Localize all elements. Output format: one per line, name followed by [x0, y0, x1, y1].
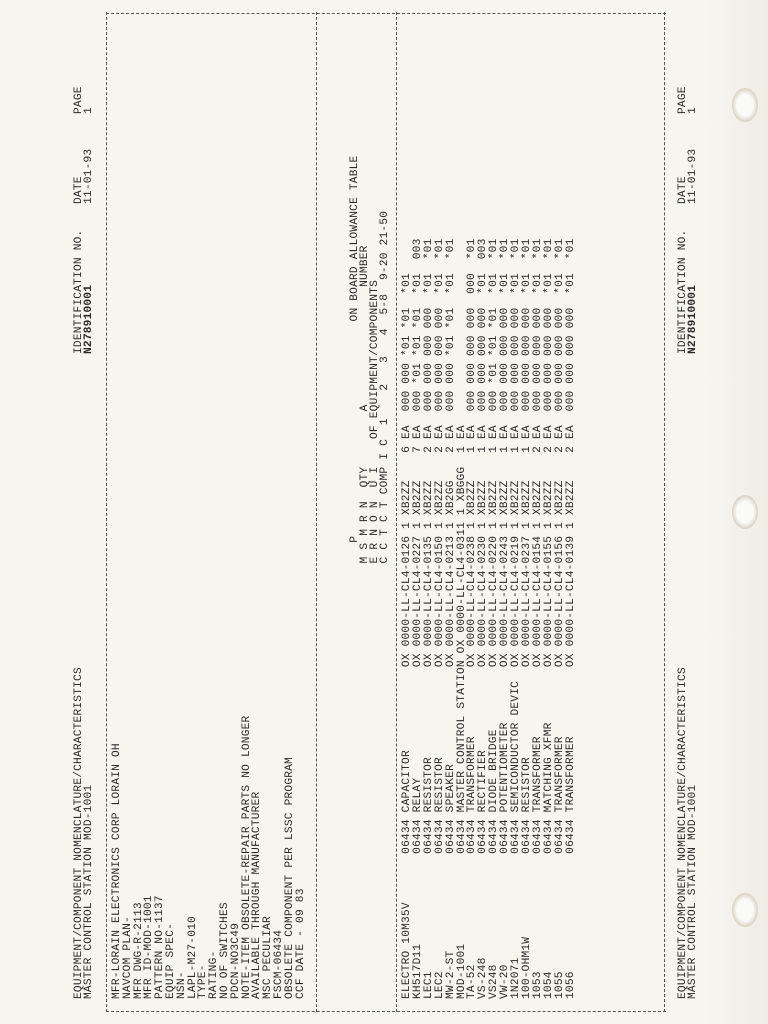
characteristic-line: AVAILABLE THROUGH MANUFACTURER	[251, 791, 264, 999]
table-row: KH517D11 06434 RELAY OX 0000-LL-CL4-0227 1 XB2ZZ 7 EA 000 *01 *01 *01 *01 003	[411, 238, 424, 999]
characteristic-line: NSN-	[175, 971, 188, 999]
characteristic-line: MFR DWG-R-2113	[132, 902, 145, 999]
characteristic-line: TYPE-	[197, 964, 210, 999]
divider-top	[106, 12, 107, 1012]
table-row: 1053 06434 TRANSFORMER OX 0000-LL-CL4-0154 1 XB2ZZ 2 EA 000 000 000 000 *01 *01	[531, 238, 544, 999]
characteristic-line: MFR-LORAIN ELECTRONICS CORP LORAIN OH	[111, 743, 123, 999]
header-page-label: PAGE	[73, 86, 85, 114]
table-header-line-2: M S M R N QTY A NUMBER	[359, 245, 371, 999]
header-page-value: 1	[83, 107, 95, 114]
table-row: 100-OHM1W 06434 RESISTOR OX 0000-LL-CL4-0237 1 XB2ZZ 1 EA 000 000 000 000 *01 *01	[520, 238, 533, 999]
divider-middle	[316, 12, 317, 1012]
characteristic-line: PDCN-NO3C49	[229, 922, 242, 999]
table-row: 1054 06434 MATCHING XFMR OX 0000-LL-CL4-0155 1 XB2ZZ 2 EA 000 000 000 000 *01 *01	[542, 238, 555, 999]
characteristic-line: MFR ID-MOD-1001	[143, 895, 156, 999]
header-title: EQUIPMENT/COMPONENT NOMENCLATURE/CHARACTERISTICS	[73, 667, 85, 999]
footer-date-label: DATE	[677, 176, 689, 204]
characteristic-line: LAPL-M27-010	[186, 916, 199, 999]
table-row: 1055 06434 TRANSFORMER OX 0000-LL-CL4-0156 1 XB2ZZ 2 EA 000 000 000 000 *01 *01	[553, 238, 566, 999]
footer-title: EQUIPMENT/COMPONENT NOMENCLATURE/CHARACTERISTICS	[677, 667, 689, 999]
footer-page-label: PAGE	[677, 86, 689, 114]
characteristic-line: RATING-	[208, 950, 221, 999]
header-id-value: N278910001	[83, 284, 95, 354]
table-row: LEC1 06434 RESISTOR OX 0000-LL-CL4-0135 1 XB2ZZ 2 EA 000 000 000 000 *01 *01	[422, 238, 435, 999]
characteristic-line: CCF DATE - 09 83	[294, 888, 307, 999]
table-header-line-1: P ON BOARD ALLOWANCE TABLE	[349, 155, 361, 999]
characteristic-line: NO OF SWITCHES	[219, 902, 231, 999]
characteristic-line: NOTE-ITEM OBSOLETE-REPAIR PARTS NO LONGER	[240, 715, 253, 999]
footer-subtitle: MASTER CONTROL STATION MOD-1001	[687, 784, 699, 999]
characteristic-line: EQUIP SPEC-	[165, 922, 177, 999]
table-row: VW-20 06434 POTENTIOMETER OX 0000-LL-CL4-0243 1 XB2ZZ 1 EA 000 000 000 000 *01 *01	[499, 238, 512, 999]
table-row: 1056 06434 TRANSFORMER OX 0000-LL-CL4-0139 1 XB2ZZ 2 EA 000 000 000 000 *01 *01	[564, 238, 577, 999]
characteristic-line: PATTERN NO-1137	[154, 895, 167, 999]
characteristic-line: FSCM-06434	[273, 929, 285, 999]
characteristic-line: OBSOLETE COMPONENT PER LSSC PROGRAM	[283, 757, 296, 999]
footer-page-value: 1	[687, 107, 699, 114]
table-row: 1N2071 06434 SEMICONDUCTOR DEVIC OX 0000-LL-CL4-0219 1 XB2ZZ 1 EA 000 000 000 000 *01 *01	[510, 238, 522, 999]
footer-date-value: 11-01-93	[687, 148, 699, 204]
characteristic-line: MSC PECULIAR	[262, 916, 275, 999]
divider-table	[396, 12, 397, 1012]
divider-bottom	[664, 12, 665, 1012]
table-row: TA-52 06434 TRANSFORMER OX 0000-LL-CL4-0238 1 XB2ZZ 1 EA 000 000 000 000 000 *01	[466, 238, 479, 999]
table-row: VS248 06434 DIODE BRIDGE OX 0000-LL-CL4-0220 1 XB2ZZ 1 EA 000 *01 *01 *01 *01 *01	[488, 238, 501, 999]
table-row: ELECTRO 10M35V 06434 CAPACITOR OX 0000-LL-CL4-0126 1 XB2ZZ 6 EA 000 000 *01 *01 *01	[401, 273, 413, 999]
frame-right	[106, 13, 666, 14]
characteristic-line: NAVCOM PLAN-	[121, 916, 134, 999]
header-id-label: IDENTIFICATION NO.	[73, 229, 85, 354]
header-date-label: DATE	[73, 176, 85, 204]
header-date-value: 11-01-93	[83, 148, 95, 204]
table-row: LEC2 06434 RESISTOR OX 0000-LL-CL4-0150 1 XB2ZZ 2 EA 000 000 000 000 *01 *01	[433, 238, 446, 999]
footer-id-label: IDENTIFICATION NO.	[677, 229, 689, 354]
table-row: VS-248 06434 RECTIFIER OX 0000-LL-CL4-0230 1 XB2ZZ 1 EA 000 000 000 000 *01 003	[477, 238, 490, 999]
table-row: MOD-1001 06434 MASTER CONTROL STATION OX 0000-LL-CL4-0311 1 XBGGG 1 EA	[455, 425, 468, 999]
header-subtitle: MASTER CONTROL STATION MOD-1001	[83, 784, 95, 999]
table-row: MW-2-ST 06434 SPEAKER OX 0000-LL-CL4-0213 1 XB2GG 2 EA 000 000 *01 *01 *01 *01	[444, 238, 457, 999]
footer-id-value: N278910001	[687, 284, 699, 354]
frame-left	[106, 1011, 666, 1012]
table-header-line-3: E R N O N U I OF EQUIPMENT/COMPONENTS	[369, 279, 381, 999]
table-header-line-4: C C T C T COMP I C 1 2 3 4 5-8 9-20 21-50	[379, 210, 391, 999]
